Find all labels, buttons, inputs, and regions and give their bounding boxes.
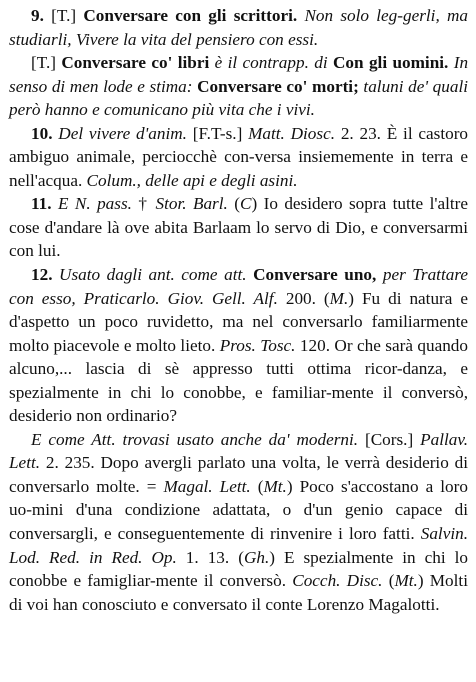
- text-segment: ) Io desidero sopra tutte l'altre cose d'andare là ove abita Barlaam lo servo di Dio, e conversarmi con lui.: [9, 194, 469, 261]
- text-segment: 1. 13. (: [176, 547, 244, 567]
- text-segment: Conversare co' morti;: [197, 76, 359, 96]
- text-segment: Stor. Barl.: [155, 194, 228, 214]
- text-segment: ) Molti di voi han conosciuto e conversato il conte Lorenzo Magalotti.: [9, 571, 468, 614]
- text-segment: Salvin. Lod. Red. in Red. Op.: [9, 524, 468, 567]
- text-segment: Pallav. Lett.: [9, 429, 469, 473]
- text-segment: ) Fu di natura e d'aspetto un poco ruvidetto, ma nel conversarlo familiarmente molto piacevole e molto lieto.: [9, 288, 468, 355]
- entry-10: [9, 122, 468, 193]
- text-segment: Del vivere d'anim.: [58, 123, 187, 143]
- text-segment: Colum., delle api e degli asini.: [86, 170, 298, 190]
- text-segment: Gh.: [243, 547, 270, 567]
- entry-12-sub: [9, 428, 468, 616]
- entry-9: [9, 4, 468, 51]
- text-segment: Mt.: [394, 571, 418, 591]
- text-segment: Conversare uno,: [253, 265, 377, 285]
- text-segment: 200. (: [277, 288, 330, 308]
- text-segment: C: [239, 194, 252, 214]
- text-segment: [160, 289, 168, 308]
- text-segment: 2. 23. È il castoro ambiguo animale, perciocchè con-versa insiememente in terra e nell'acqua.: [9, 123, 469, 190]
- text-segment: 12.: [31, 265, 53, 285]
- entry-9-sub: [9, 51, 468, 122]
- text-segment: Conversare co' libri: [61, 53, 210, 73]
- text-segment: Pros. Tosc.: [219, 335, 296, 355]
- text-segment: Non solo leg-gerli, ma studiarli, Vivere la vita del pensiero con essi.: [9, 6, 469, 49]
- text-segment: M.: [329, 288, 349, 308]
- text-segment: (: [382, 571, 395, 591]
- text-segment: 10.: [31, 123, 53, 143]
- text-segment: [T.]: [31, 53, 62, 73]
- entry-11: [9, 192, 468, 263]
- text-segment: †: [131, 194, 156, 214]
- text-segment: ) E spezialmente in chi lo conobbe e famigliar-mente il conversò.: [9, 547, 468, 591]
- text-segment: Conversare con gli scrittori.: [83, 6, 298, 25]
- text-segment: Con gli uomini.: [333, 53, 449, 73]
- text-segment: 2. 235. Dopo avergli parlato una volta, le verrà desiderio di conversarlo molte. =: [9, 453, 468, 496]
- text-segment: (: [250, 476, 264, 496]
- text-segment: Usato dagli ant. come att.: [59, 265, 247, 285]
- text-segment: In senso di men lode e stima:: [9, 53, 469, 96]
- text-segment: per Trattare con esso, Praticarlo.: [9, 265, 469, 308]
- text-segment: [T.]: [43, 6, 84, 25]
- text-segment: è il contrapp.: [214, 53, 309, 73]
- text-segment: di: [314, 53, 328, 73]
- text-segment: E N. pass.: [57, 194, 132, 214]
- text-segment: [F.T-s.]: [186, 123, 249, 143]
- text-segment: 120. Or che sarà quando alcuno,... lascia di sè appresso tutti ottima ricor-danza, e spezialmente in chi lo conobbe, e familiar-mente il conversò, desiderio non ordinario?: [9, 335, 468, 426]
- text-segment: Mt.: [263, 476, 287, 496]
- text-segment: Matt. Diosc.: [248, 123, 336, 143]
- text-segment: (: [227, 194, 240, 214]
- text-segment: 11.: [31, 194, 52, 214]
- text-segment: E come Att. trovasi usato anche da' moderni.: [31, 429, 359, 449]
- text-segment: [Cors.]: [358, 429, 421, 449]
- text-segment: 9.: [31, 6, 44, 25]
- text-segment: taluni de' quali però hanno e comunicano più vita che i vivi.: [9, 76, 469, 120]
- text-segment: Cocch. Disc.: [292, 571, 383, 591]
- text-segment: Giov. Gell. Alf.: [167, 288, 278, 308]
- entry-12: [9, 263, 468, 428]
- text-segment: ) Poco s'accostano a loro uo-mini d'una condizione adattata, o d'un genio capace di conversargli, e conseguentemente di rinvenire i loro fatti.: [9, 476, 468, 544]
- text-segment: Magal. Lett.: [163, 476, 251, 496]
